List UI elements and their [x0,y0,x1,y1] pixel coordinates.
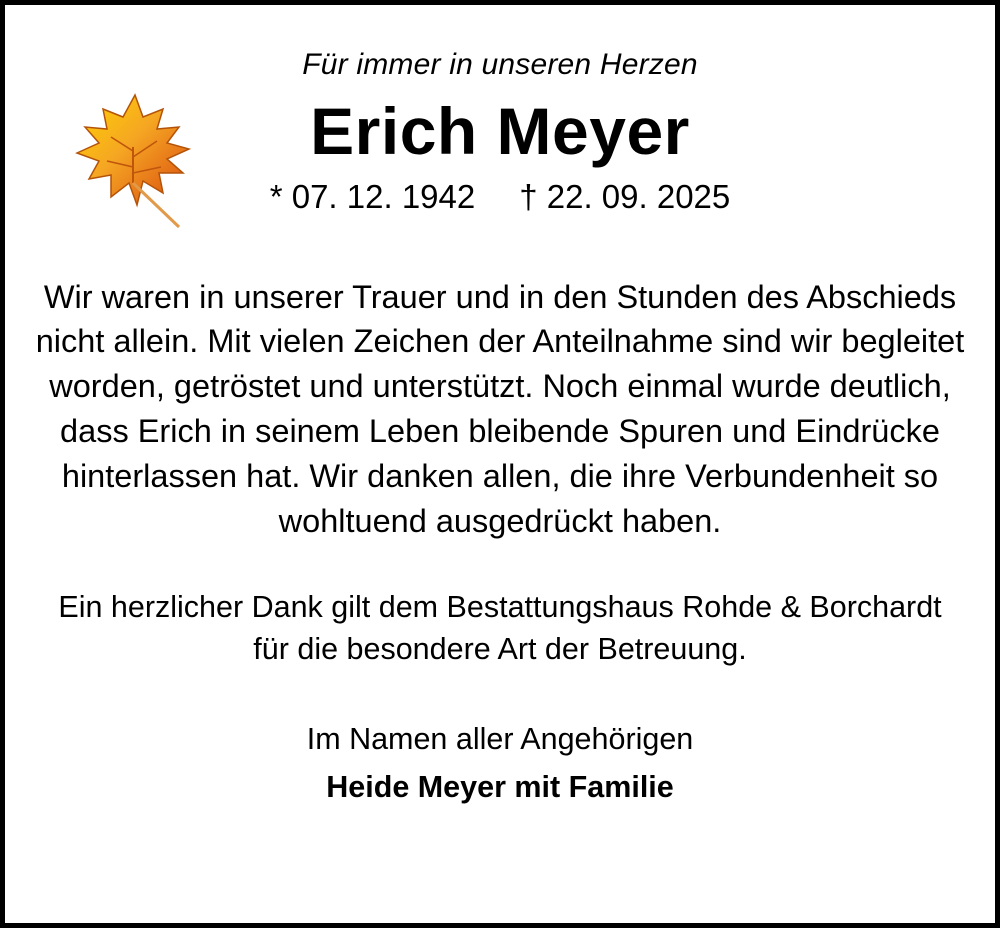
motto-line: Für immer in unseren Herzen [302,48,698,81]
thanks-text [5,586,995,671]
main-paragraph: Wir waren in unserer Trauer und in den Stunden des Abschieds nicht allein. Mit vielen Zeichen der Anteilnahme sind wir begleitet worden, getröstet und unterstützt. Noch einmal wurde deutlich, dass Erich in seinem Leben bleibende Spuren und Eindrücke hinterlassen hat. Wir danken allen, die ihre Verbundenheit so wohltuend ausgedrückt haben. [35,278,965,539]
deceased-name: Erich Meyer [310,94,690,168]
on-behalf-line: Im Namen aller Angehörigen [306,721,694,756]
thanks-paragraph: Ein herzlicher Dank gilt dem Bestattungshaus Rohde & Borchardt für die besondere Art der Betreuung. [58,589,942,667]
family-name-line: Heide Meyer mit Familie [326,770,674,805]
death-date: † 22. 09. 2025 [519,177,731,215]
maple-leaf-icon [67,87,197,237]
birth-date: * 07. 12. 1942 [269,177,476,215]
signature-block [5,717,995,809]
notice-inner [5,5,995,923]
main-text [5,275,995,544]
